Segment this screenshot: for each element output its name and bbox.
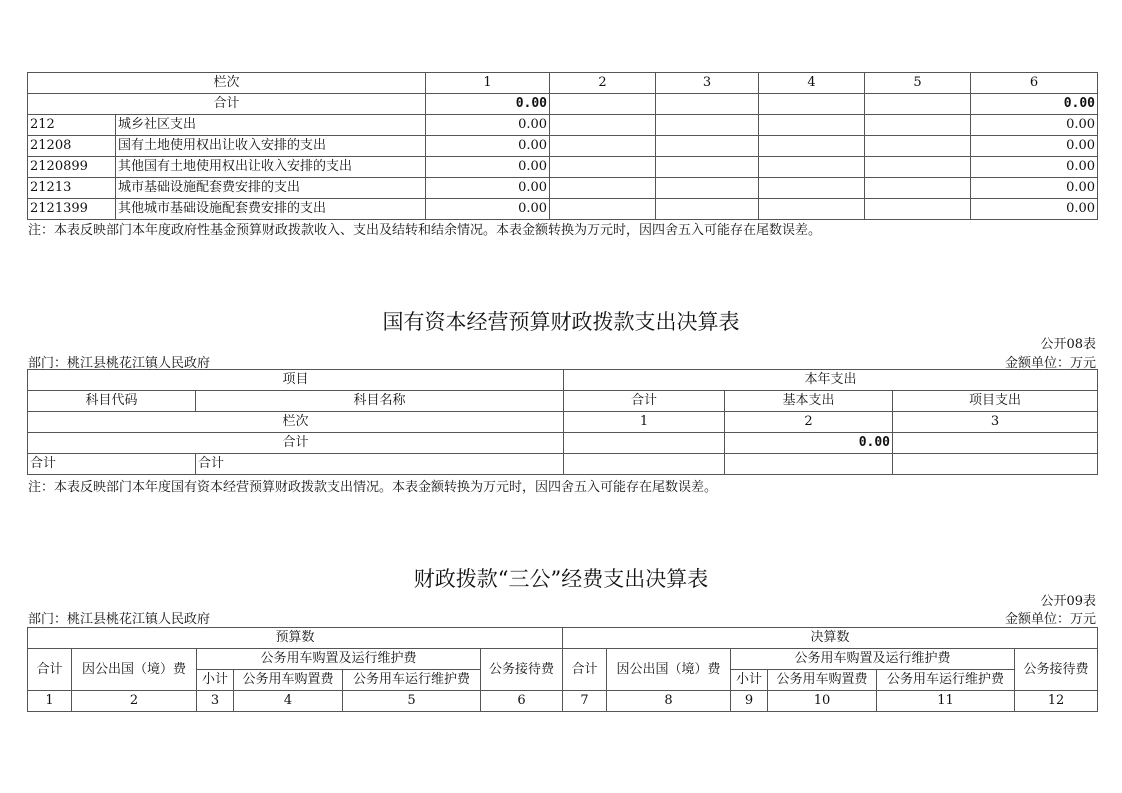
empty-cell bbox=[759, 199, 865, 220]
col-num-12: 12 bbox=[1015, 691, 1098, 712]
row-name: 合计 bbox=[196, 454, 564, 475]
header-row bbox=[28, 628, 1098, 649]
lanci-label: 栏次 bbox=[28, 412, 564, 433]
row-code: 2121399 bbox=[28, 199, 116, 220]
year-spend-header: 本年支出 bbox=[564, 370, 1098, 391]
total-row bbox=[28, 433, 1098, 454]
lanci-row bbox=[28, 691, 1098, 712]
sangong-table-code: 公开09表 bbox=[1040, 594, 1096, 609]
empty-cell bbox=[550, 178, 656, 199]
empty-cell bbox=[656, 199, 759, 220]
col-num-10: 10 bbox=[768, 691, 877, 712]
table-row bbox=[28, 178, 1098, 199]
table-row bbox=[28, 157, 1098, 178]
budget-reception-header: 公务接待费 bbox=[481, 649, 563, 691]
empty-cell bbox=[865, 94, 971, 115]
total-col1: 0.00 bbox=[426, 94, 550, 115]
empty-cell bbox=[865, 136, 971, 157]
total-col6: 0.00 bbox=[971, 94, 1098, 115]
capital-budget-table bbox=[27, 369, 1098, 475]
empty-cell bbox=[550, 157, 656, 178]
row-col1: 0.00 bbox=[426, 157, 550, 178]
final-total-header: 合计 bbox=[563, 649, 607, 691]
item-header: 项目 bbox=[28, 370, 564, 391]
table-row bbox=[28, 199, 1098, 220]
sangong-unit: 金额单位：万元 bbox=[1004, 612, 1096, 627]
budget-abroad-header: 因公出国（境）费 bbox=[72, 649, 197, 691]
col-num-2: 2 bbox=[72, 691, 197, 712]
col-num-1: 1 bbox=[28, 691, 72, 712]
header-row bbox=[28, 370, 1098, 391]
project-header: 项目支出 bbox=[893, 391, 1098, 412]
total-label: 合计 bbox=[28, 433, 564, 454]
total-row bbox=[28, 94, 1098, 115]
empty-cell bbox=[656, 115, 759, 136]
capital-table-note: 注：本表反映部门本年度国有资本经营预算财政拨款支出情况。本表金额转换为万元时，因四舍五入可能存在尾数误差。 bbox=[28, 480, 718, 495]
col-num-1: 1 bbox=[564, 412, 725, 433]
empty-cell bbox=[725, 454, 893, 475]
row-code: 2120899 bbox=[28, 157, 116, 178]
row-col1: 0.00 bbox=[426, 136, 550, 157]
row-col6: 0.00 bbox=[971, 157, 1098, 178]
row-code: 合计 bbox=[28, 454, 196, 475]
empty-cell bbox=[550, 136, 656, 157]
final-car-buy-header: 公务用车购置费 bbox=[768, 670, 877, 691]
col-num-3: 3 bbox=[197, 691, 234, 712]
empty-cell bbox=[759, 94, 865, 115]
empty-cell bbox=[550, 199, 656, 220]
col-num-5: 5 bbox=[865, 73, 971, 94]
empty-cell bbox=[865, 178, 971, 199]
col-num-6: 6 bbox=[971, 73, 1098, 94]
capital-unit: 金额单位：万元 bbox=[1004, 356, 1096, 371]
final-car-run-header: 公务用车运行维护费 bbox=[877, 670, 1015, 691]
empty-cell bbox=[893, 433, 1098, 454]
capital-table-title: 国有资本经营预算财政拨款支出决算表 bbox=[382, 310, 740, 334]
header-row bbox=[28, 649, 1098, 670]
total-label: 合计 bbox=[28, 94, 426, 115]
basic-header: 基本支出 bbox=[725, 391, 893, 412]
capital-dept: 部门：桃江县桃花江镇人民政府 bbox=[28, 356, 211, 371]
col-num-3: 3 bbox=[656, 73, 759, 94]
table-row bbox=[28, 454, 1098, 475]
code-header: 科目代码 bbox=[28, 391, 196, 412]
row-name: 城乡社区支出 bbox=[116, 115, 426, 136]
empty-cell bbox=[759, 157, 865, 178]
budget-subtotal-header: 小计 bbox=[197, 670, 234, 691]
col-num-1: 1 bbox=[426, 73, 550, 94]
final-header: 决算数 bbox=[563, 628, 1098, 649]
empty-cell bbox=[550, 115, 656, 136]
empty-cell bbox=[656, 94, 759, 115]
empty-cell bbox=[564, 433, 725, 454]
row-col1: 0.00 bbox=[426, 199, 550, 220]
row-name: 国有土地使用权出让收入安排的支出 bbox=[116, 136, 426, 157]
row-col6: 0.00 bbox=[971, 199, 1098, 220]
fund-budget-table bbox=[27, 72, 1098, 220]
final-reception-header: 公务接待费 bbox=[1015, 649, 1098, 691]
row-col6: 0.00 bbox=[971, 136, 1098, 157]
col-num-5: 5 bbox=[343, 691, 481, 712]
budget-car-header: 公务用车购置及运行维护费 bbox=[197, 649, 481, 670]
empty-cell bbox=[564, 454, 725, 475]
row-code: 21208 bbox=[28, 136, 116, 157]
row-name: 城市基础设施配套费安排的支出 bbox=[116, 178, 426, 199]
sangong-dept: 部门：桃江县桃花江镇人民政府 bbox=[28, 612, 211, 627]
lanci-label: 栏次 bbox=[28, 73, 426, 94]
empty-cell bbox=[759, 115, 865, 136]
col-num-6: 6 bbox=[481, 691, 563, 712]
fund-table-note: 注：本表反映部门本年度政府性基金预算财政拨款收入、支出及结转和结余情况。本表金额转换为万元时，因四舍五入可能存在尾数误差。 bbox=[28, 223, 822, 238]
total-basic: 0.00 bbox=[725, 433, 893, 454]
col-num-2: 2 bbox=[725, 412, 893, 433]
table-row bbox=[28, 115, 1098, 136]
row-name: 其他城市基础设施配套费安排的支出 bbox=[116, 199, 426, 220]
empty-cell bbox=[550, 94, 656, 115]
empty-cell bbox=[865, 199, 971, 220]
final-subtotal-header: 小计 bbox=[731, 670, 768, 691]
budget-car-run-header: 公务用车运行维护费 bbox=[343, 670, 481, 691]
sangong-table-title: 财政拨款“三公”经费支出决算表 bbox=[413, 567, 709, 591]
col-num-9: 9 bbox=[731, 691, 768, 712]
empty-cell bbox=[759, 136, 865, 157]
budget-header: 预算数 bbox=[28, 628, 563, 649]
col-num-2: 2 bbox=[550, 73, 656, 94]
header-row bbox=[28, 73, 1098, 94]
col-num-4: 4 bbox=[759, 73, 865, 94]
budget-car-buy-header: 公务用车购置费 bbox=[234, 670, 343, 691]
empty-cell bbox=[656, 136, 759, 157]
col-num-11: 11 bbox=[877, 691, 1015, 712]
lanci-row bbox=[28, 412, 1098, 433]
total-header: 合计 bbox=[564, 391, 725, 412]
sangong-table bbox=[27, 627, 1098, 712]
final-abroad-header: 因公出国（境）费 bbox=[607, 649, 731, 691]
empty-cell bbox=[865, 115, 971, 136]
empty-cell bbox=[893, 454, 1098, 475]
capital-table-code: 公开08表 bbox=[1040, 337, 1096, 352]
final-car-header: 公务用车购置及运行维护费 bbox=[731, 649, 1015, 670]
row-code: 21213 bbox=[28, 178, 116, 199]
empty-cell bbox=[656, 178, 759, 199]
header-row bbox=[28, 391, 1098, 412]
empty-cell bbox=[656, 157, 759, 178]
row-code: 212 bbox=[28, 115, 116, 136]
row-col6: 0.00 bbox=[971, 178, 1098, 199]
budget-total-header: 合计 bbox=[28, 649, 72, 691]
row-col1: 0.00 bbox=[426, 115, 550, 136]
row-col6: 0.00 bbox=[971, 115, 1098, 136]
table-row bbox=[28, 136, 1098, 157]
empty-cell bbox=[759, 178, 865, 199]
col-num-7: 7 bbox=[563, 691, 607, 712]
col-num-8: 8 bbox=[607, 691, 731, 712]
row-name: 其他国有土地使用权出让收入安排的支出 bbox=[116, 157, 426, 178]
row-col1: 0.00 bbox=[426, 178, 550, 199]
col-num-3: 3 bbox=[893, 412, 1098, 433]
name-header: 科目名称 bbox=[196, 391, 564, 412]
empty-cell bbox=[865, 157, 971, 178]
col-num-4: 4 bbox=[234, 691, 343, 712]
